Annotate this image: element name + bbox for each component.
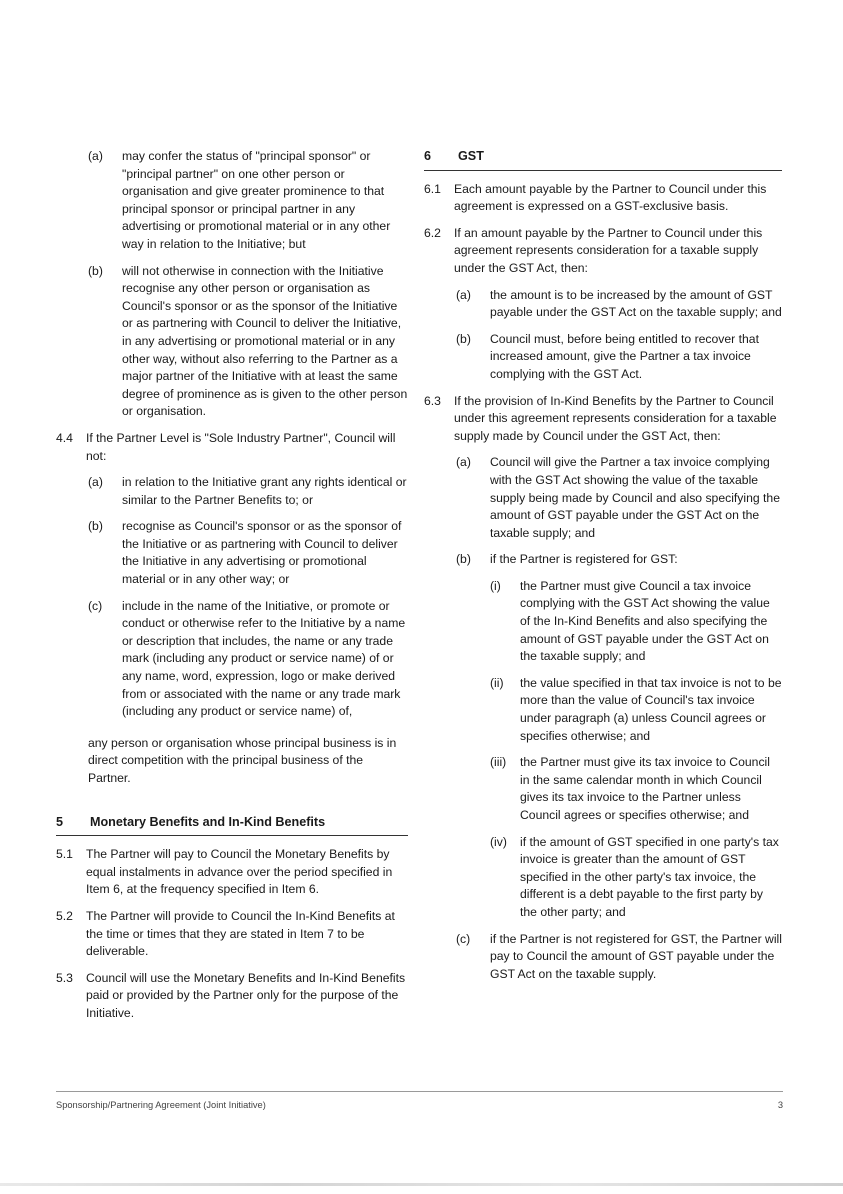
clause-number: (c) xyxy=(456,931,471,946)
section-number: 5 xyxy=(56,814,64,829)
clause-number: (a) xyxy=(88,475,103,490)
clause-number: (b) xyxy=(456,552,471,567)
clause-6-3-b xyxy=(456,551,782,569)
clause-number: (i) xyxy=(490,578,501,593)
clause-text: Council will use the Monetary Benefits and In-Kind Benefits paid or provided by the Partner only for the purpose of the Initiative. xyxy=(86,970,406,1020)
clause-number: (ii) xyxy=(490,675,504,690)
clause-number: (iii) xyxy=(490,755,507,770)
clause-text: The Partner will pay to Council the Monetary Benefits by equal instalments in advance over the period specified in Item 6, at the frequency specified in Item 6. xyxy=(86,847,393,897)
clause-text: If the Partner Level is "Sole Industry Partner", Council will not: xyxy=(86,430,396,463)
clause-4-3-b xyxy=(88,263,408,421)
clause-number: 6.2 xyxy=(424,225,441,240)
clause-4-4-a xyxy=(88,474,408,509)
clause-6-3-c xyxy=(456,931,782,984)
clause-5-3 xyxy=(56,970,408,1023)
clause-text: in relation to the Initiative grant any rights identical or similar to the Partner Benefits to; or xyxy=(122,475,407,507)
clause-text: include in the name of the Initiative, or promote or conduct or otherwise refer to the Initiative by a name or description that includes, the name or any trade mark (including any product or service name) of or any name, word, expression, logo or make derived from or associated with the name or any trade mark (including any product or service name) of, xyxy=(122,598,406,719)
clause-6-3-b-iv xyxy=(490,834,782,922)
clause-number: (b) xyxy=(456,331,471,346)
clause-number: 6.3 xyxy=(424,393,441,408)
clause-6-2-a xyxy=(456,287,782,322)
clause-text: Council will give the Partner a tax invoice complying with the GST Act showing the value of the taxable supply being made by Council and also specifying the amount of GST payable under the GST Act on the taxable supply; and xyxy=(490,455,780,540)
clause-text: Council must, before being entitled to recover that increased amount, give the Partner a tax invoice complying with the GST Act. xyxy=(490,331,759,381)
clause-text: recognise as Council's sponsor or as the sponsor of the Initiative or as partnering with Council to deliver the Initiative in any advertising or promotional material or in any other way; or xyxy=(122,519,402,587)
clause-4-4 xyxy=(56,430,408,465)
right-column xyxy=(424,148,782,983)
page-footer xyxy=(56,1091,783,1115)
section-number: 6 xyxy=(424,149,432,163)
left-column xyxy=(56,148,408,1023)
clause-text: may confer the status of "principal sponsor" or "principal partner" on one other person or organisation and give greater prominence to that principal sponsor or principal partner in any advertising or promotional material or in any other way in relation to the Initiative; but xyxy=(122,149,391,251)
clause-6-2-b xyxy=(456,331,782,384)
clause-6-2 xyxy=(424,225,782,278)
clause-text: If an amount payable by the Partner to Council under this agreement represents consideration for a taxable supply under the GST Act, then: xyxy=(454,225,763,275)
clause-6-3-b-iii xyxy=(490,754,782,824)
clause-text: if the Partner is registered for GST: xyxy=(490,552,678,567)
section-heading-5 xyxy=(56,814,408,837)
clause-text: Each amount payable by the Partner to Council under this agreement is expressed on a GST-exclusive basis. xyxy=(454,181,767,214)
clause-text: If the provision of In-Kind Benefits by the Partner to Council under this agreement represents consideration for a taxable supply made by Council under the GST Act, then: xyxy=(454,393,777,443)
clause-6-1 xyxy=(424,181,782,216)
section-title: Monetary Benefits and In-Kind Benefits xyxy=(90,814,326,829)
clause-number: 4.4 xyxy=(56,430,73,445)
clause-text: if the Partner is not registered for GST, the Partner will pay to Council the amount of GST payable under the GST Act on the taxable supply. xyxy=(490,931,782,981)
clause-number: 5.2 xyxy=(56,908,73,923)
section-title: GST xyxy=(458,149,484,163)
clause-number: 5.3 xyxy=(56,970,73,985)
footer-title: Sponsorship/Partnering Agreement (Joint Initiative) xyxy=(56,1100,266,1110)
section-heading-6 xyxy=(424,148,782,171)
clause-number: (a) xyxy=(88,149,103,163)
clause-6-3-a xyxy=(456,454,782,542)
clause-text: The Partner will provide to Council the In-Kind Benefits at the time or times that they are stated in Item 7 to be deliverable. xyxy=(86,908,395,959)
clause-6-3-b-i xyxy=(490,578,782,666)
clause-text: if the amount of GST specified in one party's tax invoice is greater than the amount of GST specified in the other party's tax invoice, the different is a debt payable to the first party by the other party; and xyxy=(520,834,779,919)
clause-5-1 xyxy=(56,846,408,899)
clause-number: (b) xyxy=(88,263,103,278)
clause-4-4-tail: any person or organisation whose principal business is in direct competition with the principal business of the Partner. xyxy=(88,735,397,785)
clause-text: the Partner must give Council a tax invoice complying with the GST Act showing the value of the In-Kind Benefits and also specifying the amount of GST payable under the GST Act on the taxable supply; and xyxy=(520,578,770,664)
clause-number: (b) xyxy=(88,519,103,534)
clause-6-3-b-ii xyxy=(490,675,782,745)
clause-number: (a) xyxy=(456,455,471,470)
clause-text: the Partner must give its tax invoice to Council in the same calendar month in which Council gives its tax invoice to the Partner unless Council agrees or specifies otherwise; and xyxy=(520,755,770,822)
clause-4-4-b xyxy=(88,518,408,588)
page-number: 3 xyxy=(777,1100,783,1110)
clause-number: (iv) xyxy=(490,834,507,849)
clause-6-3 xyxy=(424,393,782,446)
clause-number: 5.1 xyxy=(56,847,73,862)
clause-number: 6.1 xyxy=(424,181,441,196)
clause-text: the value specified in that tax invoice is not to be more than the value of Council's tax invoice under paragraph (a) unless Council agrees or specifies otherwise; and xyxy=(520,675,782,743)
scan-edge-divider xyxy=(0,1183,843,1186)
clause-text: the amount is to be increased by the amount of GST payable under the GST Act on the taxable supply; and xyxy=(490,287,782,320)
clause-4-3-a xyxy=(88,148,408,254)
clause-number: (c) xyxy=(88,598,103,613)
clause-text: will not otherwise in connection with the Initiative recognise any other person or organisation as Council's sponsor or as the sponsor of the Initiative or as partnering with Council to deliver the Initiative, in any advertising or promotional material or in any other way, without also referring to the Partner as a major partner of the Initiative with at least the same degree of prominence as is given to the other person or organisation. xyxy=(122,263,408,419)
clause-4-4-c xyxy=(88,598,408,721)
clause-number: (a) xyxy=(456,287,471,302)
clause-5-2 xyxy=(56,908,408,961)
